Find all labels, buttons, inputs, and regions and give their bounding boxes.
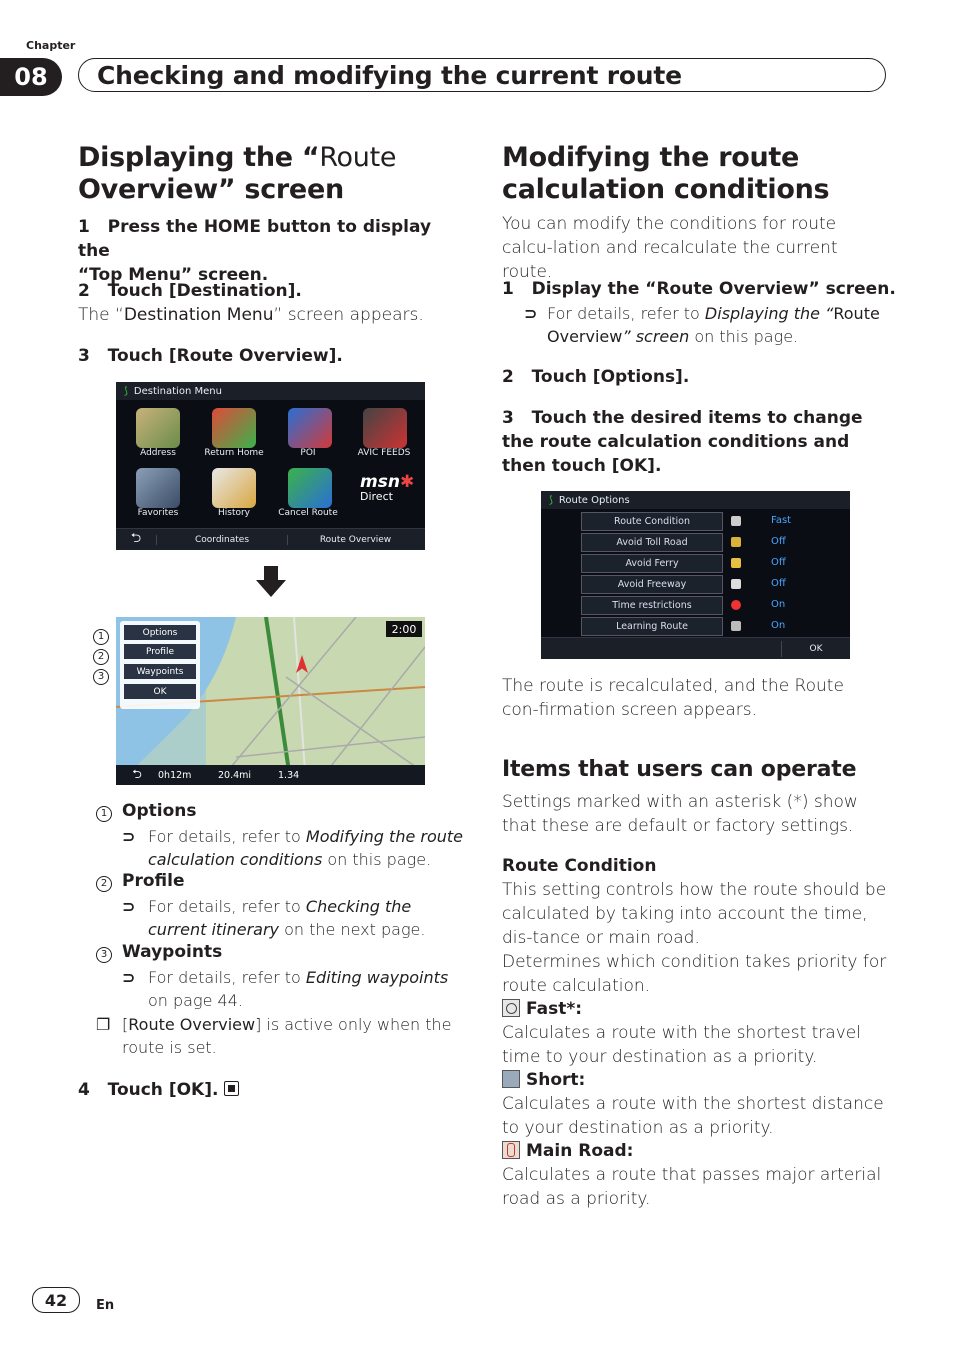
avoid-freeway-option[interactable]: Avoid Freeway <box>581 575 723 594</box>
chapter-label: Chapter <box>26 39 76 52</box>
ferry-icon <box>731 558 741 568</box>
route-options-title-bar: ⟆ Route Options <box>541 491 850 509</box>
toll-icon <box>731 537 741 547</box>
arrow-bullet-icon: ⊃ <box>122 897 136 916</box>
menu-logo-icon: ⟆ <box>124 385 128 397</box>
avoid-ferry-value: Off <box>771 557 786 568</box>
arrival-value: 1.34 <box>278 769 300 781</box>
clock-display: 2:00 <box>386 621 422 637</box>
avoid-toll-road-option[interactable]: Avoid Toll Road <box>581 533 723 552</box>
items-intro: Settings marked with an asterisk (*) show that these are default or factory settings. <box>502 792 858 836</box>
return-home-label: Return Home <box>204 448 264 458</box>
avic-feeds-label: AVIC FEEDS <box>357 448 411 458</box>
right-step-3: 3 Touch the desired items to change the route calculation conditions and then touch [OK]. <box>502 408 863 476</box>
short-route-icon <box>502 1070 520 1088</box>
poi-label: POI <box>300 448 316 458</box>
travel-distance: 20.4mi <box>218 769 252 781</box>
page-number: 42 <box>32 1287 80 1313</box>
map-options-button[interactable]: Options <box>124 625 196 640</box>
modifying-intro: You can modify the conditions for route calcu-lation and recalculate the current route. <box>502 214 838 282</box>
right-step-1: 1 Display the “Route Overview” screen. <box>502 279 896 299</box>
screen-title-bar: ⟆ Destination Menu <box>116 382 425 400</box>
route-condition-heading: Route Condition <box>502 856 657 876</box>
recalc-text: The route is recalculated, and the Route con-firmation screen appears. <box>502 676 844 720</box>
avoid-ferry-option[interactable]: Avoid Ferry <box>581 554 723 573</box>
history-label: History <box>217 508 251 518</box>
menu-logo-icon: ⟆ <box>549 494 553 506</box>
step-4: 4 Touch [OK]. <box>78 1078 239 1102</box>
dest-menu-footer <box>116 528 425 550</box>
option-main-road: Main Road: Calculates a route that passes major arterial road as a priority. <box>502 1141 882 1209</box>
address-icon[interactable] <box>136 408 180 448</box>
callout-2-title: 2 Profile <box>96 871 466 895</box>
coordinates-button[interactable]: Coordinates <box>156 535 287 545</box>
map-ok-button[interactable]: OK <box>124 684 196 699</box>
chapter-title: Checking and modifying the current route <box>78 58 886 92</box>
step-2: 2 Touch [Destination]. <box>78 281 302 301</box>
step-3: 3 Touch [Route Overview]. <box>78 346 343 366</box>
main-road-icon <box>502 1141 520 1159</box>
down-arrow-icon <box>255 566 287 602</box>
cancel-route-icon[interactable] <box>288 468 332 508</box>
route-options-footer <box>541 637 850 659</box>
favorites-label: Favorites <box>137 508 179 518</box>
route-condition-desc-2: Determines which condition takes priority for route calculation. <box>502 952 887 996</box>
section-title-modifying: Modifying the route calculation conditions <box>502 142 830 205</box>
map-status-bar <box>116 765 425 785</box>
right-step-1-note: ⊃ For details, refer to Displaying the “Route Overview” screen on this page. <box>524 304 880 346</box>
arrow-bullet-icon: ⊃ <box>122 968 136 987</box>
callout-1-note: ⊃ For details, refer to Modifying the route calculation conditions on this page. <box>122 827 464 869</box>
checkbox-note: ❐ [Route Overview] is active only when the route is set. <box>96 1015 452 1057</box>
address-label: Address <box>140 448 176 458</box>
map-waypoints-button[interactable]: Waypoints <box>124 664 196 679</box>
time-restrictions-value: On <box>771 599 786 610</box>
route-condition-desc: This setting controls how the route should be calculated by taking into account the time, dis-tance or main road. <box>502 880 887 948</box>
learning-route-value: On <box>771 620 786 631</box>
map-back-button[interactable]: ⮌ <box>132 766 142 781</box>
end-mark-icon <box>224 1081 239 1096</box>
callout-list <box>96 801 466 1059</box>
chapter-number: 08 <box>0 58 62 96</box>
language-label: En <box>96 1298 115 1313</box>
favorites-icon[interactable] <box>136 468 180 508</box>
checkbox-bullet-icon: ❐ <box>96 1015 111 1034</box>
callout-marker-1: 1 <box>93 624 109 645</box>
route-options-ok-button[interactable]: OK <box>781 641 850 657</box>
callout-2-note: ⊃ For details, refer to Checking the current itinerary on the next page. <box>122 897 426 939</box>
items-heading: Items that users can operate <box>502 757 857 782</box>
map-profile-button[interactable]: Profile <box>124 644 196 659</box>
destination-menu-screenshot <box>116 382 425 550</box>
callout-3-title: 3 Waypoints <box>96 942 466 966</box>
route-options-screenshot <box>541 491 850 659</box>
step-2-desc: The “Destination Menu” screen appears. <box>78 305 424 325</box>
option-fast: Fast*: Calculates a route with the shortest travel time to your destination as a priority. <box>502 999 861 1067</box>
avic-feeds-icon[interactable] <box>363 408 407 448</box>
msn-direct-logo[interactable]: msn✱ <box>360 472 415 492</box>
route-overview-map-screenshot <box>116 617 425 785</box>
right-step-2: 2 Touch [Options]. <box>502 367 690 387</box>
step-1: 1 Press the HOME button to display the “Top Menu” screen. <box>78 217 432 285</box>
route-overview-button[interactable]: Route Overview <box>287 535 423 545</box>
travel-time: 0h12m <box>158 769 192 781</box>
route-condition-option[interactable]: Route Condition <box>581 512 723 531</box>
callout-3-note: ⊃ For details, refer to Editing waypoints on page 44. <box>122 968 449 1010</box>
arrow-bullet-icon: ⊃ <box>122 827 136 846</box>
clock-icon <box>502 999 520 1017</box>
return-home-icon[interactable] <box>212 408 256 448</box>
section-title-displaying: Displaying the “Route Overview” screen <box>78 142 397 205</box>
callout-marker-2: 2 <box>93 644 109 665</box>
callout-1-title: 1 Options <box>96 801 466 825</box>
avoid-toll-road-value: Off <box>771 536 786 547</box>
learning-route-icon <box>731 621 741 631</box>
option-short: Short: Calculates a route with the shortest distance to your destination as a priority. <box>502 1070 884 1138</box>
back-button[interactable]: ⮌ <box>130 531 142 546</box>
callout-marker-3: 3 <box>93 664 109 685</box>
arrow-bullet-icon: ⊃ <box>524 304 538 323</box>
route-condition-value: Fast <box>771 515 792 526</box>
msn-direct-label: Direct <box>360 490 393 503</box>
time-restrictions-option[interactable]: Time restrictions <box>581 596 723 615</box>
history-icon[interactable] <box>212 468 256 508</box>
poi-icon[interactable] <box>288 408 332 448</box>
avoid-freeway-value: Off <box>771 578 786 589</box>
freeway-icon <box>731 579 741 589</box>
learning-route-option[interactable]: Learning Route <box>581 617 723 636</box>
fast-icon <box>731 516 741 526</box>
time-restriction-icon <box>731 600 741 610</box>
cancel-route-label: Cancel Route <box>278 508 338 518</box>
